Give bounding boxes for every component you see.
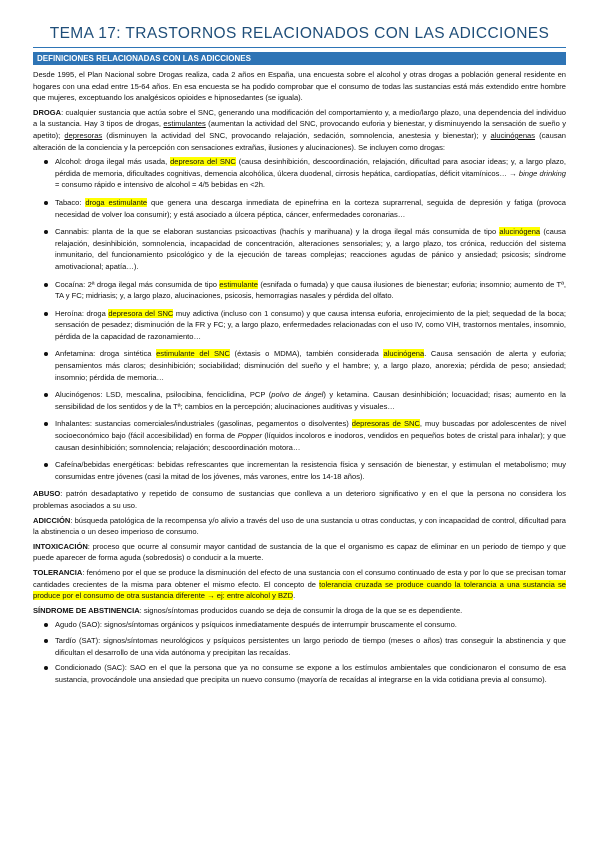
highlight: depresora del SNC <box>170 157 236 167</box>
highlight: estimulante <box>219 279 258 289</box>
depresoras-term: depresoras <box>64 130 103 140</box>
section-heading: DEFINICIONES RELACIONADAS CON LAS ADICCIONES <box>33 52 566 65</box>
list-item-alucinogenos: Alucinógenos: LSD, mescalina, psilocibina, fenciclidina, PCP (polvo de ángel) y ketamina. Causan desinhibición; locuacidad; risas; aumento en la sensibilidad de los sentidos y de la Tª; cambios en la percepción; alucinaciones auditivas y visuales… <box>33 389 566 412</box>
bullet-icon <box>44 393 48 397</box>
list-item-heroina: Heroína: droga depresora del SNC muy adictiva (incluso con 1 consumo) y que causa intensa euforia, enrojecimiento de la piel; sequedad de la boca; sensación de pesadez; disminución de la FR y FC; y, a largo plazo, enfermedades relacionadas con el uso IV, como VIH, trastornos mentales, insomnio, pérdida de la capacidad de razonamiento… <box>33 308 566 343</box>
list-item-tardio: Tardío (SAT): signos/síntomas neurológicos y psíquicos persistentes un largo periodo de tiempo (meses o años) tras conseguir la abstinencia y que dificultan el desarrollo de una vida autónoma y precipitan las recaídas. <box>33 635 566 658</box>
page-title: TEMA 17: TRASTORNOS RELACIONADOS CON LAS ADICCIONES <box>49 25 550 42</box>
highlight: alucinógena <box>499 227 541 237</box>
tolerancia-definition: TOLERANCIA: fenómeno por el que se produce la disminución del efecto de una sustancia con el consumo continuado de esta y por lo que se precisan tomar cantidades crecientes de la misma para obtener el mismo efecto. El concepto de tolerancia cruzada se produce cuando la tolerancia a una sustancia se produce por el consumo de otra sustancia diferente → ej: entre alcohol y BZD. <box>33 567 566 601</box>
droga-text-c: (disminuyen la actividad del SNC, provocando relajación, sedación, somnolencia, anestesia y bienestar); y <box>102 130 491 140</box>
highlight: tolerancia cruzada <box>319 579 382 589</box>
intro-paragraph: Desde 1995, el Plan Nacional sobre Drogas realiza, cada 2 años en España, una encuesta sobre el alcohol y otras drogas a población general residente en hogares con una edad entre 15-64 años. En esa encuesta se ha podido comprobar que el consumo de todas las sustancias está más extendido entre hombre que mujeres, exceptuando los analgésicos opioides e hipnosedantes (se iguala). <box>33 70 566 103</box>
droga-text-b: (aumentan la actividad del SNC, provocando euforia y bienestar, y disminuyendo la sensación de sueño y apetito); <box>33 119 567 140</box>
abstinencia-list <box>33 619 566 685</box>
bullet-icon <box>44 283 48 287</box>
highlight: alucinógena <box>383 349 425 359</box>
highlight: depresora del SNC <box>108 308 174 318</box>
title-divider <box>33 47 566 48</box>
abstinencia-definition: SÍNDROME DE ABSTINENCIA: signos/síntomas producidos cuando se deja de consumir la droga de la que se es dependiente. <box>33 605 463 615</box>
estimulantes-term: estimulantes <box>163 119 206 129</box>
highlight: depresoras de SNC <box>351 419 420 429</box>
intoxicacion-definition: INTOXICACIÓN: proceso que ocurre al consumir mayor cantidad de sustancia de la que el organismo es capaz de eliminar en un periodo de tiempo y que puede aparecer de forma aguda (sobredosis) o conducir a la muerte. <box>33 541 566 563</box>
highlight: estimulante del SNC <box>156 349 230 359</box>
list-item-tabaco: Tabaco: droga estimulante que genera una descarga inmediata de epinefrina en la corteza suprarrenal, seguida de depresión y fatiga (provoca necesidad de volver loa consumir); y está asociado a úlcera péptica, cáncer, enfermedades coronarias… <box>33 197 566 220</box>
bullet-icon <box>44 639 48 643</box>
bullet-icon <box>44 160 48 164</box>
list-item-alcohol: Alcohol: droga ilegal más usada, depresora del SNC (causa desinhibición, descoordinación, relajación, dificultad para asociar ideas; y, a largo plazo, pérdida de memoria, dificultades cognitivas, demencia alcohólica, úlcera duodenal, cirrosis hepática, cardiopatías, déficit vitamínicos… → binge drinking = consumo rápido e intensivo de alcohol = 4/5 bebidas en <2h. <box>33 156 566 191</box>
droga-definition <box>33 107 566 153</box>
highlight: se produce cuando la tolerancia a una sustancia se produce por el consumo de otra sustancia diferente → ej: entre alcohol y BZD <box>33 579 566 601</box>
droga-text-d: (causan alteración de la conciencia y la percepción con sensaciones extrañas, ilusiones y alucinaciones). Se incluyen como drogas: <box>33 130 566 152</box>
bullet-icon <box>44 422 48 426</box>
list-item-cocaina: Cocaína: 2ª droga ilegal más consumida de tipo estimulante (esnifada o fumada) y que causa ilusiones de bienestar; euforia; insomnio; aumento de Tª, TA y FC; midriasis; y, a largo plazo, alucinaciones, psicosis, hemorragias nasales y pérdida del olfato. <box>33 279 566 302</box>
bullet-icon <box>44 352 48 356</box>
list-item-inhalantes: Inhalantes: sustancias comerciales/industriales (gasolinas, pegamentos o disolventes) depresoras de SNC, muy buscadas por adolescentes de nivel socioeconómico bajo (fácil accesibilidad) en forma de Popper (líquidos incoloros e inodoros, vendidos en pequeños botes de cristal para inhalar); y que causan desinhibición; somnolencia; relajación; descoordinación motora… <box>33 418 566 453</box>
abuso-term: ABUSO <box>33 489 61 499</box>
list-item-cafeina: Cafeína/bebidas energéticas: bebidas refrescantes que incrementan la resistencia física y sensación de bienestar, y estimulan el metabolismo; muy consumidas entre jóvenes (casi la mitad de los jóvenes, más varones, entre los 14-18 años). <box>33 459 566 482</box>
list-item-anfetamina: Anfetamina: droga sintética estimulante del SNC (éxtasis o MDMA), también considerada alucinógena. Causa sensación de alerta y euforia; pensamientos más claros; desinhibición; sociabilidad; disminución del sueño y el hambre; y, a largo plazo, anorexia; pérdida de peso; ansiedad; insomnio; pérdida de memoria… <box>33 348 566 383</box>
abuso-definition: ABUSO: patrón desadaptativo y repetido de consumo de sustancias que conlleva a un deterioro significativo y en el que la persona no considera los problemas asociados a su uso. <box>33 489 566 510</box>
adiccion-term: ADICCIÓN <box>33 515 71 525</box>
droga-term: DROGA <box>33 107 62 117</box>
highlight: droga estimulante <box>85 197 148 207</box>
bullet-icon <box>44 201 48 205</box>
alucinogenas-term: alucinógenas <box>490 130 536 140</box>
droga-text-a: : cualquier sustancia que actúa sobre el SNC, generando una modificación del comportamiento y, a medio/largo plazo, una dependencia del individuo a la sustancia. Hay 3 tipos de drogas, <box>33 107 566 129</box>
list-item-agudo: Agudo (SAO): signos/síntomas orgánicos y psíquicos inmediatamente después de interrumpir bruscamente el consumo. <box>33 619 566 631</box>
abstinencia-term: SÍNDROME DE ABSTINENCIA <box>33 605 140 615</box>
bullet-icon <box>44 230 48 234</box>
drug-list <box>33 156 566 482</box>
bullet-icon <box>44 463 48 467</box>
bullet-icon <box>44 666 48 670</box>
bullet-icon <box>44 312 48 316</box>
intoxicacion-term: INTOXICACIÓN <box>33 541 88 551</box>
bullet-icon <box>44 623 48 627</box>
list-item-cannabis: Cannabis: planta de la que se elaboran sustancias psicoactivas (hachís y marihuana) y la droga ilegal más consumida de tipo alucinógena (causa relajación, desinhibición, somnolencia, incapacidad de concentración, alteraciones sensoriales; y, a largo plazo, tos crónica, reducción del sistema inmunitario, del funcionamiento psicológico y de la ejecución de tareas complejas; reacciones agudas de pánico y ansiedad; psicosis; síndrome amotivacional; apatía…). <box>33 226 566 272</box>
adiccion-definition: ADICCIÓN: búsqueda patológica de la recompensa y/o alivio a través del uso de una sustancia u otras conductas, y con incapacidad de control, dificultad para la abstinencia o un deseo imperioso de consumo. <box>33 515 566 537</box>
tolerancia-term: TOLERANCIA <box>33 567 83 577</box>
list-item-condicionado: Condicionado (SAC): SAO en el que la persona que ya no consume se expone a los estímulos ambientales que condicionaron el consumo de esa sustancia, provocándole una ansiedad que precipita un nuevo consumo (mayoría de recaídas al integrarse en la vida cotidiana previa al consumo). <box>33 662 566 685</box>
